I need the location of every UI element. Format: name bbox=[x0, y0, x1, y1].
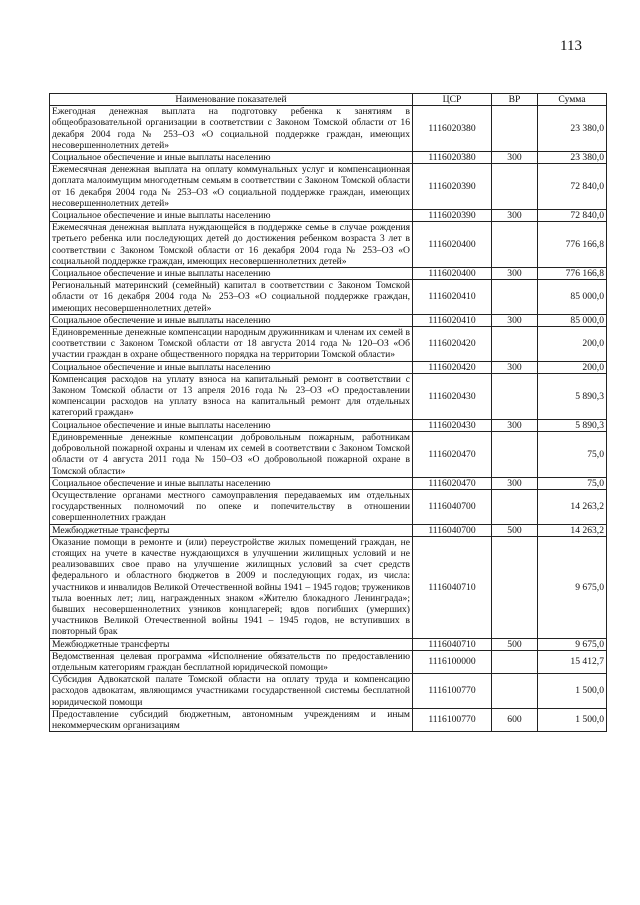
table-row bbox=[50, 152, 607, 164]
row-vr bbox=[492, 373, 538, 419]
table-row bbox=[50, 536, 607, 638]
row-vr bbox=[492, 431, 538, 477]
row-sum: 75,0 bbox=[538, 431, 607, 477]
row-sum: 9 675,0 bbox=[538, 536, 607, 638]
row-vr bbox=[492, 650, 538, 673]
table-row bbox=[50, 361, 607, 373]
row-code: 1116020380 bbox=[413, 106, 492, 152]
table-row bbox=[50, 280, 607, 315]
row-vr bbox=[492, 106, 538, 152]
row-name: Ежемесячная денежная выплата на оплату коммунальных услуг и компенсационная доплата малоимущим многодетным семьям в соответствии с Законом Томской области от 16 декабря 2004 года № 253–ОЗ «О социальной поддержке граждан, имеющих несовершеннолетних детей» bbox=[50, 164, 413, 210]
row-name: Осуществление органами местного самоуправления передаваемых им отдельных государственных полномочий по опеке и попечительству в отношении совершеннолетних граждан bbox=[50, 489, 413, 524]
table-row bbox=[50, 638, 607, 650]
table-row bbox=[50, 327, 607, 362]
row-name: Субсидия Адвокатской палате Томской области на оплату труда и компенсацию расходов адвокатам, являющимся участниками государственной системы бесплатной юридической помощи bbox=[50, 674, 413, 709]
table-row bbox=[50, 489, 607, 524]
table-row bbox=[50, 373, 607, 419]
row-code: 1116040710 bbox=[413, 638, 492, 650]
row-sum: 85 000,0 bbox=[538, 314, 607, 326]
row-sum: 1 500,0 bbox=[538, 708, 607, 731]
row-sum: 9 675,0 bbox=[538, 638, 607, 650]
row-vr bbox=[492, 536, 538, 638]
row-code: 1116100770 bbox=[413, 674, 492, 709]
table-row bbox=[50, 477, 607, 489]
row-code: 1116020400 bbox=[413, 222, 492, 268]
row-name: Социальное обеспечение и иные выплаты населению bbox=[50, 152, 413, 164]
row-name: Социальное обеспечение и иные выплаты населению bbox=[50, 314, 413, 326]
row-sum: 776 166,8 bbox=[538, 222, 607, 268]
row-sum: 776 166,8 bbox=[538, 268, 607, 280]
row-name: Единовременные денежные компенсации добровольным пожарным, работникам добровольной пожарной охраны и членам их семей в соответствии с Законом Томской области от 4 августа 2011 года № 150–ОЗ «О добровольной пожарной охране в Томской области» bbox=[50, 431, 413, 477]
row-code: 1116100000 bbox=[413, 650, 492, 673]
row-code: 1116020470 bbox=[413, 431, 492, 477]
row-name: Социальное обеспечение и иные выплаты населению bbox=[50, 477, 413, 489]
row-name: Социальное обеспечение и иные выплаты населению bbox=[50, 268, 413, 280]
row-sum: 5 890,3 bbox=[538, 373, 607, 419]
header-name: Наименование показателей bbox=[50, 94, 413, 106]
row-code: 1116040700 bbox=[413, 524, 492, 536]
row-sum: 72 840,0 bbox=[538, 164, 607, 210]
table-row bbox=[50, 106, 607, 152]
row-name: Региональный материнский (семейный) капитал в соответствии с Законом Томской области от 16 декабря 2004 года № 253–ОЗ «О социальной поддержке граждан, имеющих несовершеннолетних детей» bbox=[50, 280, 413, 315]
row-sum: 200,0 bbox=[538, 361, 607, 373]
row-name: Единовременные денежные компенсации народным дружинникам и членам их семей в соответствии с Законом Томской области от 18 августа 2014 года № 120–ОЗ «Об участии граждан в охране общественного порядка на территории Томской области» bbox=[50, 327, 413, 362]
budget-table bbox=[49, 93, 607, 732]
page-number: 113 bbox=[560, 38, 582, 54]
row-code: 1116020400 bbox=[413, 268, 492, 280]
row-code: 1116020410 bbox=[413, 314, 492, 326]
row-vr: 300 bbox=[492, 152, 538, 164]
row-vr: 500 bbox=[492, 638, 538, 650]
row-name: Социальное обеспечение и иные выплаты населению bbox=[50, 361, 413, 373]
row-vr: 600 bbox=[492, 708, 538, 731]
row-vr: 300 bbox=[492, 477, 538, 489]
row-vr bbox=[492, 280, 538, 315]
row-name: Ведомственная целевая программа «Исполнение обязательств по предоставлению отдельным категориям граждан бесплатной юридической помощи» bbox=[50, 650, 413, 673]
row-vr: 300 bbox=[492, 361, 538, 373]
table-row bbox=[50, 210, 607, 222]
row-sum: 23 380,0 bbox=[538, 152, 607, 164]
table-row bbox=[50, 314, 607, 326]
row-vr: 300 bbox=[492, 210, 538, 222]
row-code: 1116020390 bbox=[413, 210, 492, 222]
row-code: 1116020430 bbox=[413, 419, 492, 431]
table-row bbox=[50, 419, 607, 431]
row-vr bbox=[492, 674, 538, 709]
row-vr bbox=[492, 222, 538, 268]
row-vr: 300 bbox=[492, 419, 538, 431]
table-row bbox=[50, 431, 607, 477]
row-sum: 200,0 bbox=[538, 327, 607, 362]
row-code: 1116020420 bbox=[413, 327, 492, 362]
row-sum: 1 500,0 bbox=[538, 674, 607, 709]
table-row bbox=[50, 164, 607, 210]
row-vr bbox=[492, 164, 538, 210]
row-name: Ежегодная денежная выплата на подготовку ребенка к занятиям в общеобразовательной организации в соответствии с Законом Томской области от 16 декабря 2004 года № 253–ОЗ «О социальной поддержке граждан, имеющих несовершеннолетних детей» bbox=[50, 106, 413, 152]
row-sum: 15 412,7 bbox=[538, 650, 607, 673]
table-row bbox=[50, 524, 607, 536]
header-code: ЦСР bbox=[413, 94, 492, 106]
row-name: Социальное обеспечение и иные выплаты населению bbox=[50, 419, 413, 431]
row-sum: 85 000,0 bbox=[538, 280, 607, 315]
row-sum: 75,0 bbox=[538, 477, 607, 489]
row-code: 1116020390 bbox=[413, 164, 492, 210]
table-header-row bbox=[50, 94, 607, 106]
row-code: 1116020430 bbox=[413, 373, 492, 419]
row-name: Социальное обеспечение и иные выплаты населению bbox=[50, 210, 413, 222]
table-row bbox=[50, 650, 607, 673]
row-sum: 14 263,2 bbox=[538, 489, 607, 524]
table-row bbox=[50, 674, 607, 709]
row-name: Межбюджетные трансферты bbox=[50, 524, 413, 536]
row-code: 1116020420 bbox=[413, 361, 492, 373]
row-code: 1116100770 bbox=[413, 708, 492, 731]
row-name: Оказание помощи в ремонте и (или) переустройстве жилых помещений граждан, не стоящих на учете в качестве нуждающихся в улучшении жилищных условий и не реализовавших свое право на улучшение жилищных условий за счет средств федерального и областного бюджетов в 2009 и последующих годах, из числа: участников и инвалидов Великой Отечественной войны 1941 – 1945 годов; тружеников тыла военных лет; лиц, награжденных знаком «Жителю блокадного Ленинграда»; бывших несовершеннолетних узников концлагерей; вдов погибших (умерших) участников Великой Отечественной войны 1941 – 1945 годов, не вступивших в повторный брак bbox=[50, 536, 413, 638]
row-vr: 300 bbox=[492, 314, 538, 326]
row-name: Межбюджетные трансферты bbox=[50, 638, 413, 650]
row-name: Компенсация расходов на уплату взноса на капитальный ремонт в соответствии с Законом Томской области от 13 апреля 2016 года № 23–ОЗ «О предоставлении компенсации расходов на уплату взноса на капитальный ремонт для отдельных категорий граждан» bbox=[50, 373, 413, 419]
row-vr bbox=[492, 489, 538, 524]
table-row bbox=[50, 222, 607, 268]
row-code: 1116020470 bbox=[413, 477, 492, 489]
table-row bbox=[50, 708, 607, 731]
row-sum: 14 263,2 bbox=[538, 524, 607, 536]
row-code: 1116040710 bbox=[413, 536, 492, 638]
row-sum: 5 890,3 bbox=[538, 419, 607, 431]
table-row bbox=[50, 268, 607, 280]
row-sum: 23 380,0 bbox=[538, 106, 607, 152]
row-code: 1116020410 bbox=[413, 280, 492, 315]
row-vr bbox=[492, 327, 538, 362]
header-vr: ВР bbox=[492, 94, 538, 106]
row-name: Предоставление субсидий бюджетным, автономным учреждениям и иным некоммерческим организациям bbox=[50, 708, 413, 731]
row-name: Ежемесячная денежная выплата нуждающейся в поддержке семье в случае рождения третьего ребенка или последующих детей до достижения ребенком возраста 3 лет в соответствии с Законом Томской области от 16 декабря 2004 года № 253–ОЗ «О социальной поддержке граждан, имеющих несовершеннолетних детей» bbox=[50, 222, 413, 268]
row-sum: 72 840,0 bbox=[538, 210, 607, 222]
row-code: 1116040700 bbox=[413, 489, 492, 524]
header-sum: Сумма bbox=[538, 94, 607, 106]
row-vr: 300 bbox=[492, 268, 538, 280]
row-code: 1116020380 bbox=[413, 152, 492, 164]
row-vr: 500 bbox=[492, 524, 538, 536]
